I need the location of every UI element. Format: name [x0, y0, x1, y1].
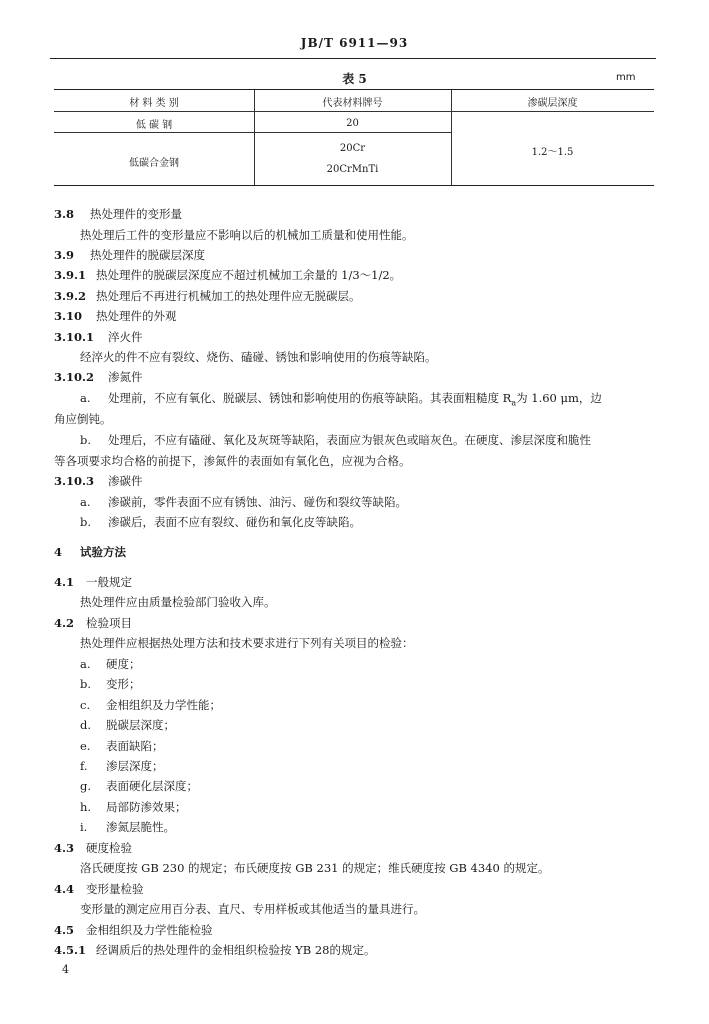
- list-marker: a.: [80, 657, 91, 671]
- section-heading: 热处理件的脱碳层深度: [90, 248, 205, 262]
- table-cell-category: 低碳合金钢: [129, 158, 179, 169]
- list-item-text-part: 处理前，不应有氧化、脱碳层、锈蚀和影响使用的伤痕等缺陷。其表面粗糙度 R: [108, 391, 512, 405]
- section-heading: 金相组织及力学性能检验: [86, 923, 213, 937]
- section-heading: 渗碳件: [108, 474, 143, 488]
- list-marker: b.: [80, 515, 92, 529]
- table-row-rule: [54, 132, 451, 133]
- section-number: 3.8: [54, 207, 75, 221]
- list-item-text: 渗氮层脆性。: [106, 820, 175, 834]
- header-rule: [50, 58, 656, 59]
- section-number: 4.3: [54, 841, 75, 855]
- column-header-depth: 渗碳层深度: [527, 98, 578, 109]
- list-item-text: 表面缺陷；: [106, 739, 164, 753]
- subscript: a: [511, 398, 517, 408]
- paragraph: 经淬火的件不应有裂纹、烧伤、磕碰、锈蚀和影响使用的伤痕等缺陷。: [80, 350, 437, 364]
- paragraph: 热处理后不再进行机械加工的热处理件应无脱碳层。: [96, 289, 361, 303]
- section-number: 4.5.1: [54, 943, 87, 957]
- section-number: 3.9: [54, 248, 75, 262]
- paragraph-continuation: 角应倒钝。: [54, 412, 112, 426]
- section-number: 3.10.2: [54, 370, 95, 384]
- section-number: 3.9.2: [54, 289, 87, 303]
- paragraph: 热处理件应由质量检验部门验收入库。: [80, 595, 276, 609]
- list-marker: a.: [80, 391, 91, 405]
- list-item-text: 渗层深度；: [106, 759, 164, 773]
- section-heading: 检验项目: [86, 616, 132, 630]
- section-heading: 一般规定: [86, 575, 132, 589]
- list-marker: c.: [80, 698, 91, 712]
- list-item-text: 硬度；: [106, 657, 141, 671]
- paragraph-continuation: 等各项要求均合格的前提下，渗氮件的表面如有氧化色，应视为合格。: [54, 454, 411, 468]
- list-item-text-part: 为 1.60 μm，边: [516, 391, 602, 405]
- paragraph: 热处理件的脱碳层深度应不超过机械加工余量的 1/3～1/2。: [96, 268, 402, 282]
- section-heading: 淬火件: [108, 330, 143, 344]
- section-heading: 热处理件的变形量: [90, 207, 182, 221]
- list-marker: h.: [80, 800, 92, 814]
- chapter-heading: 试验方法: [80, 545, 126, 559]
- paragraph: 热处理件应根据热处理方法和技术要求进行下列有关项目的检验：: [80, 636, 414, 650]
- list-item-text: 表面硬化层深度；: [106, 779, 198, 793]
- list-item-text: 渗碳前，零件表面不应有锈蚀、油污、碰伤和裂纹等缺陷。: [108, 495, 407, 509]
- table-header-rule: [54, 111, 654, 112]
- section-heading: 渗氮件: [108, 370, 143, 384]
- list-marker: f.: [80, 759, 88, 773]
- column-header-grade: 代表材料牌号: [322, 98, 383, 109]
- list-item-text: 渗碳后，表面不应有裂纹、碰伤和氧化皮等缺陷。: [108, 515, 361, 529]
- column-header-category: 材 料 类 别: [129, 98, 179, 109]
- list-marker: i.: [80, 820, 88, 834]
- table-cell-grade: 20Cr: [339, 143, 366, 154]
- paragraph: 热处理后工件的变形量应不影响以后的机械加工质量和使用性能。: [80, 228, 414, 242]
- paragraph: 洛氏硬度按 GB 230 的规定；布氏硬度按 GB 231 的规定；维氏硬度按 GB 4340 的规定。: [80, 861, 550, 875]
- list-marker: a.: [80, 495, 91, 509]
- list-item-text: 脱碳层深度；: [106, 718, 175, 732]
- section-number: 3.9.1: [54, 268, 87, 282]
- section-number: 4.1: [54, 575, 75, 589]
- table-title: 表 5: [342, 72, 367, 86]
- page-header: JB/T 6911—93: [300, 36, 409, 50]
- list-item-text: [108, 388, 602, 413]
- list-item-text: 处理后，不应有磕碰、氧化及灰斑等缺陷，表面应为银灰色或暗灰色。在硬度、渗层深度和脆性: [108, 433, 591, 447]
- section-number: 4.4: [54, 882, 75, 896]
- section-heading: 变形量检验: [86, 882, 144, 896]
- list-marker: g.: [80, 779, 92, 793]
- table-cell-grade: 20: [346, 118, 359, 129]
- section-number: 3.10.1: [54, 330, 95, 344]
- material-table: [54, 89, 654, 186]
- chapter-number: 4: [54, 545, 63, 559]
- paragraph: 经调质后的热处理件的金相组织检验按 YB 28的规定。: [96, 943, 376, 957]
- table-unit: mm: [616, 72, 636, 83]
- section-heading: 热处理件的外观: [96, 309, 177, 323]
- list-marker: d.: [80, 718, 92, 732]
- section-number: 4.2: [54, 616, 75, 630]
- section-number: 3.10: [54, 309, 83, 323]
- list-item-text: 金相组织及力学性能；: [106, 698, 221, 712]
- section-number: 3.10.3: [54, 474, 95, 488]
- paragraph: 变形量的测定应用百分表、直尺、专用样板或其他适当的量具进行。: [80, 902, 425, 916]
- table-cell-grade: 20CrMnTi: [326, 164, 379, 175]
- section-heading: 硬度检验: [86, 841, 132, 855]
- list-marker: b.: [80, 433, 92, 447]
- section-number: 4.5: [54, 923, 75, 937]
- table-cell-category: 低 碳 钢: [135, 120, 173, 131]
- table-cell-depth: 1.2～1.5: [531, 147, 574, 158]
- page-number: 4: [62, 963, 69, 976]
- list-marker: e.: [80, 739, 91, 753]
- list-item-text: 局部防渗效果；: [106, 800, 187, 814]
- list-item-text: 变形；: [106, 677, 141, 691]
- list-marker: b.: [80, 677, 92, 691]
